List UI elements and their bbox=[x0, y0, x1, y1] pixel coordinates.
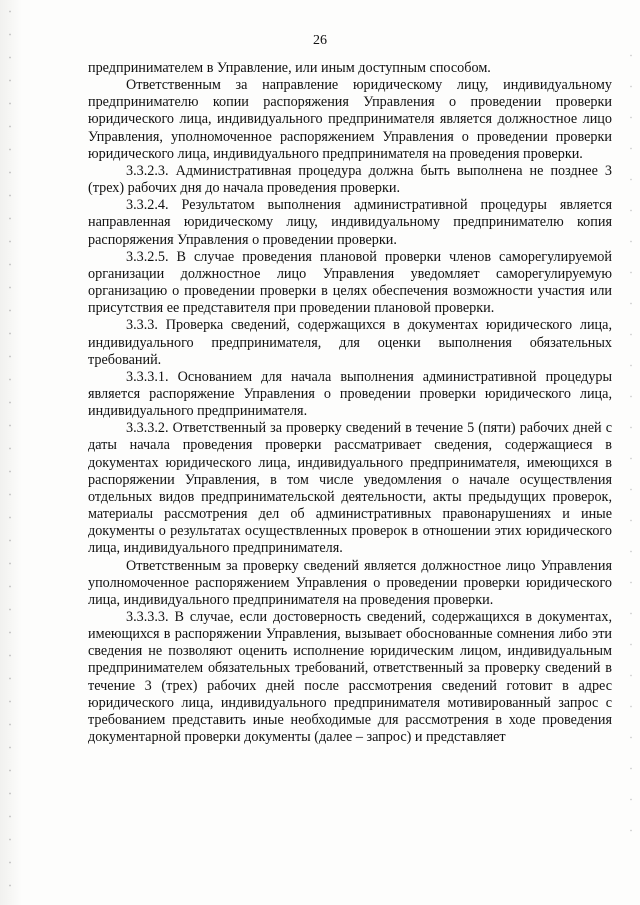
paragraph: предпринимателем в Управление, или иным доступным способом. bbox=[88, 60, 491, 76]
paragraph: 3.3.3.1. Основанием для начала выполнения административной процедуры является распоряжение Управления о проведении проверки юридического лица, индивидуального предпринимателя. bbox=[88, 368, 612, 420]
paragraph: 3.3.3.3. В случае, если достоверность сведений, содержащихся в документах, имеющихся в распоряжении Управления, вызывает обоснованные сомнения либо эти сведения не позволяют оценить исполнение юридическим лицом, индивидуальным предпринимателем обязательных требований, ответственный за проверку сведений в течение 3 (трех) рабочих дней после рассмотрения сведений готовит в адрес юридического лица, индивидуального предпринимателя мотивированный запрос с требованием представить иные необходимые для рассмотрения в ходе проведения документарной проверки документы (далее – запрос) и представляет bbox=[88, 609, 612, 746]
paragraph: Ответственным за направление юридическому лицу, индивидуальному предпринимателю копии распоряжения Управления о проведении проверки юридического лица, индивидуального предпринимателя является должностное лицо Управления, уполномоченное распоряжением Управления о проведении проверки юридического лица, индивидуального предпринимателя на проведения проверки. bbox=[88, 77, 612, 162]
paragraph: 3.3.3. Проверка сведений, содержащихся в документах юридического лица, индивидуального предпринимателя, для оценки выполнения обязательных требований. bbox=[88, 317, 612, 368]
paragraph: Ответственным за проверку сведений является должностное лицо Управления уполномоченное распоряжением Управления о проведении проверки юридического лица, индивидуального предпринимателя на проведения проверки. bbox=[88, 557, 612, 608]
paragraph: 3.3.3.2. Ответственный за проверку сведений в течение 5 (пяти) рабочих дней с даты начала проведения проверки рассматривает сведения, содержащиеся в документах юридического лица, индивидуального предпринимателя, имеющихся в распоряжении Управления, в том числе уведомления о начале осуществления отдельных видов предпринимательской деятельности, акты предыдущих проверок, материалы рассмотрения дел об административных правонарушениях и иные документы о результатах осуществленных проверок в отношении этих юридического лица, индивидуального предпринимателя. bbox=[88, 420, 612, 557]
paragraph: 3.3.2.3. Административная процедура должна быть выполнена не позднее 3 (трех) рабочих дня до начала проведения проверки. bbox=[88, 162, 612, 197]
paragraph: 3.3.2.4. Результатом выполнения административной процедуры является направленная юридическому лицу, индивидуальному предпринимателю копия распоряжения Управления о проведении проверки. bbox=[88, 197, 612, 248]
document-body bbox=[88, 60, 612, 746]
scan-noise-right bbox=[628, 40, 634, 860]
paragraph: 3.3.2.5. В случае проведения плановой проверки членов саморегулируемой организации должностное лицо Управления уведомляет саморегулируемую организацию о проведении проверки в целях обеспечения возможности участия или присутствия ее представителя при проведении плановой проверки. bbox=[88, 248, 612, 317]
scan-binding-marks bbox=[6, 0, 14, 905]
page-number: 26 bbox=[313, 33, 327, 48]
